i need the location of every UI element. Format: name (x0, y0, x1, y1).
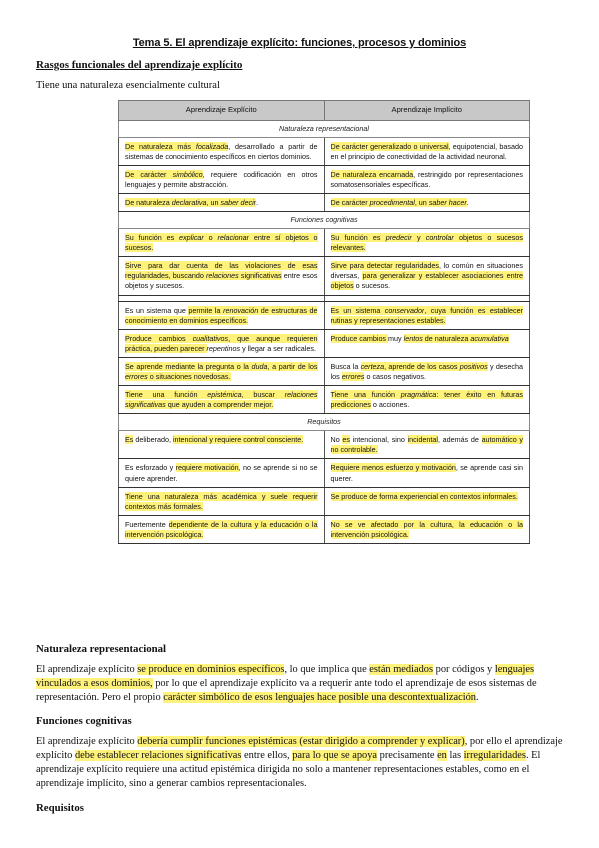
table-row (119, 386, 530, 414)
section-label-funciones: Funciones cognitivas (119, 212, 530, 229)
explicit-cell: Su función es explicar o relacionar entre sí objetos o sucesos. (119, 229, 325, 257)
implicit-cell: Sirve para detectar regularidades, lo común en situaciones diversas, para generalizar y establecer asociaciones entre objetos o sucesos. (324, 257, 530, 295)
table-row (119, 329, 530, 357)
section-label-naturaleza: Naturaleza representacional (119, 120, 530, 137)
heading-requisitos: Requisitos (36, 802, 84, 814)
implicit-cell: De carácter procedimental, un saber hacer. (324, 194, 530, 212)
implicit-cell: Se produce de forma experiencial en contextos informales. (324, 487, 530, 515)
table-row (119, 301, 530, 329)
table-row (119, 257, 530, 295)
explicit-cell: Produce cambios cualitativos, que aunque requieren práctica, pueden parecer repentinos y llegar a ser radicales. (119, 329, 325, 357)
table-row (119, 229, 530, 257)
explicit-cell: Se aprende mediante la pregunta o la duda, a partir de los errores o situaciones novedosas. (119, 357, 325, 385)
explicit-cell: Tiene una función epistémica, buscar relaciones significativas que ayuden a comprender mejor. (119, 386, 325, 414)
implicit-cell: No se ve afectado por la cultura, la educación o la intervención psicológica. (324, 515, 530, 543)
implicit-cell: Tiene una función pragmática: tener éxito en futuras predicciones o acciones. (324, 386, 530, 414)
table-row (119, 487, 530, 515)
explicit-cell: Sirve para dar cuenta de las violaciones de esas regularidades, buscando relaciones significativas entre esos objetos y sucesos. (119, 257, 325, 295)
table-row (119, 165, 530, 193)
explicit-cell: Tiene una naturaleza más académica y suele requerir contextos más formales. (119, 487, 325, 515)
table-row (119, 194, 530, 212)
table-row (119, 137, 530, 165)
explicit-cell: De naturaleza declarativa, un saber decir. (119, 194, 325, 212)
header-implicit: Aprendizaje Implícito (324, 101, 530, 121)
implicit-cell: Produce cambios muy lentos de naturaleza acumulativa (324, 329, 530, 357)
paragraph-funciones: El aprendizaje explícito debería cumplir funciones epistémicas (estar dirigido a comprender y explicar), por ello el aprendizaje explícito debe establecer relaciones significativas entre ellos, para lo que se apoya precisamente en las irregularidades. El aprendizaje explícito requiere una actitud epistémica dirigida no solo a mantener representaciones estables, como en el aprendizaje implícito, sino a generar cambios representacionales. (36, 736, 563, 790)
intro-text: Tiene una naturaleza esencialmente cultural (36, 80, 220, 91)
explicit-cell: Es esforzado y requiere motivación, no se aprende si no se quiere aprender. (119, 459, 325, 487)
table-row (119, 431, 530, 459)
explicit-cell: De carácter simbólico, requiere codificación en otros lenguajes y permite abstracción. (119, 165, 325, 193)
section-label-requisitos: Requisitos (119, 414, 530, 431)
implicit-cell: Requiere menos esfuerzo y motivación, se aprende casi sin querer. (324, 459, 530, 487)
explicit-cell: Es deliberado, intencional y requiere control consciente. (119, 431, 325, 459)
comparison-table (118, 100, 530, 544)
implicit-cell: De naturaleza encarnada, restringido por representaciones somatosensoriales específicas. (324, 165, 530, 193)
header-explicit: Aprendizaje Explícito (119, 101, 325, 121)
explicit-cell: Fuertemente dependiente de la cultura y la educación o la intervención psicológica. (119, 515, 325, 543)
paragraph-naturaleza: El aprendizaje explícito se produce en dominios específicos, lo que implica que están mediados por códigos y lenguajes vinculados a esos dominios, por lo que el aprendizaje explícito va a requerir ante todo el aprendizaje de esos sistemas de representación. Pero el propio carácter simbólico de esos lenguajes hace posible una descontextualización. (36, 664, 537, 704)
table-row (119, 515, 530, 543)
table-row (119, 357, 530, 385)
heading-funciones: Funciones cognitivas (36, 715, 132, 727)
implicit-cell: Es un sistema conservador, cuya función es establecer rutinas y representaciones estables. (324, 301, 530, 329)
implicit-cell: No es intencional, sino incidental, además de automático y no controlable. (324, 431, 530, 459)
document-title: Tema 5. El aprendizaje explícito: funciones, procesos y dominios (132, 37, 467, 49)
table-row (119, 459, 530, 487)
implicit-cell: De carácter generalizado o universal, equipotencial, basado en el principio de conectividad de la actividad neuronal. (324, 137, 530, 165)
explicit-cell: De naturaleza más focalizada, desarrollado a partir de sistemas de conocimiento específicos en ciertos dominios. (119, 137, 325, 165)
explicit-cell: Es un sistema que permite la renovación de estructuras de conocimiento en dominios específicos. (119, 301, 325, 329)
implicit-cell: Busca la certeza, aprende de los casos positivos y desecha los errores o casos negativos. (324, 357, 530, 385)
heading-naturaleza: Naturaleza representacional (36, 643, 167, 655)
implicit-cell: Su función es predecir y controlar objetos o sucesos relevantes. (324, 229, 530, 257)
section-subtitle: Rasgos funcionales del aprendizaje explícito (36, 59, 243, 71)
